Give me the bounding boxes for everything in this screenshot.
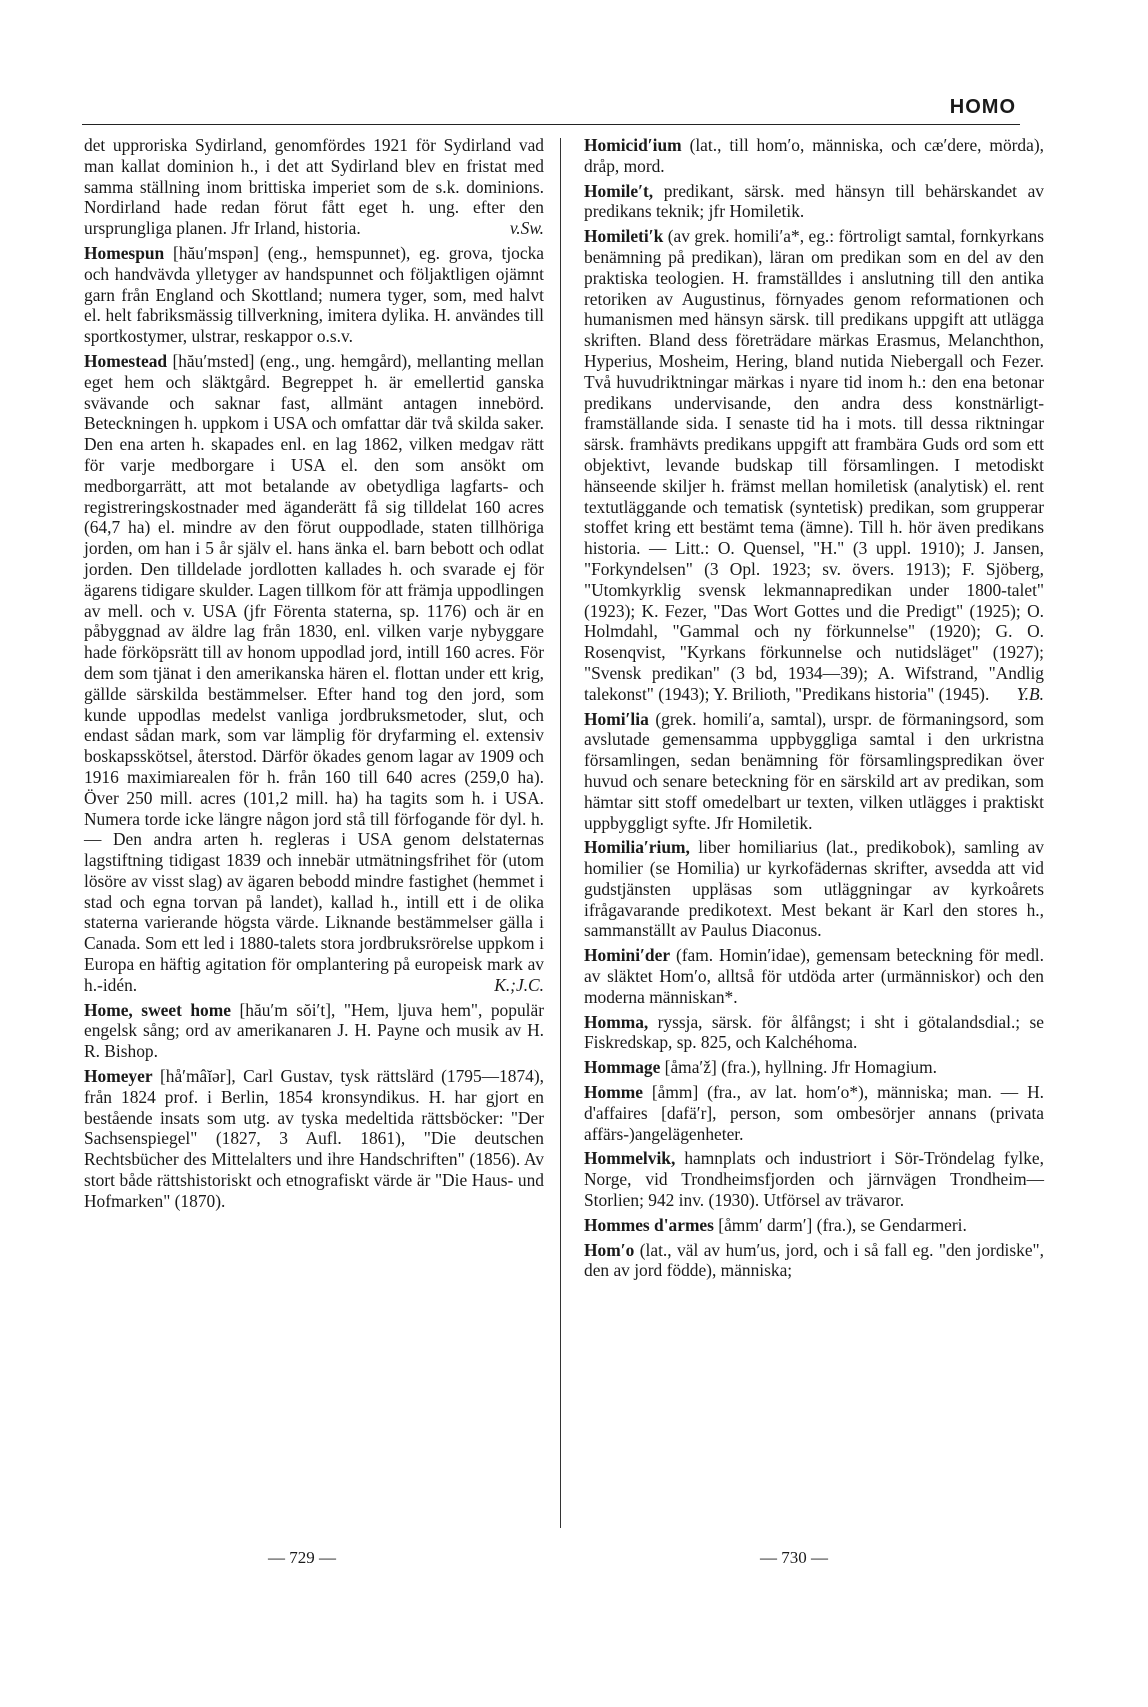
running-head: HOMO — [949, 96, 1016, 118]
entry-headword: Homestead — [84, 350, 168, 371]
entry-text: [åmm] (fra., av lat. hom′o*), människa; man. — H. d'affaires [dafä′r], person, som ombesörjer annans (privata affärs-)angelägenheter. — [584, 1082, 1044, 1144]
entry-text: (av grek. homili′a*, eg.: förtroligt samtal, fornkyrkans benämning på predikan), läran om predikan som en del av den praktiska teologien. H. framställdes i anslutning till den antika retoriken av Augustinus, förnyades genom reformationen och humanismen med hänsyn särsk. till predikans uppgift att utlägga skriften. Bland dess företrädare märkas Erasmus, Melanchthon, Hyperius, Mosheim, Hering, bland nutida Niebergall och Fezer. Två huvudriktningar märkas i nyare tid inom h.: den ena betonar predikans undervisande, den andra dess konstnärligt-framställande sida. I senaste tid ha i mots. till dessa riktningar särsk. framhävts predikans uppgift att frambära Guds ord som ett objektivt, levande budskap till församlingen. I metodiskt hänseende skiljer h. främst mellan homiletisk (analytisk) el. rent textutläggande och tematisk (syntetisk) predikan, som grupperar stoffet kring ett bestämt tema (ämne). Till h. hör även predikans historia. — Litt.: O. Quensel, "H." (3 uppl. 1910); J. Jansen, "Forkyndelsen" (3 Opl. 1923; sv. övers. 1913); F. Sjöberg, "Utomkyrklig svensk lekmannapredikan under 1800-talet" (1923); K. Fezer, "Das Wort Gottes und die Predigt" (1925); O. Holmdahl, "Gammal och ny förkunnelse" (1920); G. O. Rosenqvist, "Kyrkans förkunnelse och nutidsläget" (1927); "Svensk predikan" (3 bd, 1934—39); A. Wifstrand, "Andlig talekonst" (1943); Y. Brilioth, "Predikans historia" (1945). — [584, 226, 1044, 704]
right-column — [584, 135, 1044, 1285]
entry-text: predikant, särsk. med hänsyn till behärskandet av predikans teknik; jfr Homiletik. — [584, 180, 1044, 222]
dictionary-entry — [584, 226, 1044, 704]
entry-headword: Homicid′ium — [584, 135, 682, 155]
entry-text: ryssja, särsk. för ålfångst; i sht i götalandsdial.; se Fiskredskap, sp. 825, och Kalchéhoma. — [584, 1011, 1044, 1053]
entry-text: [åma′ž] (fra.), hyllning. Jfr Homagium. — [664, 1057, 937, 1078]
entry-headword: Home, sweet home — [84, 999, 231, 1020]
entry-headword: Hommelvik, — [584, 1148, 676, 1169]
dictionary-entry — [584, 1240, 1044, 1282]
entry-headword: Hom′o — [584, 1239, 635, 1260]
entry-text: (fam. Homin′idae), gemensam beteckning för medl. av släktet Hom′o, alltså för utdöda arter (urmänniskor) och den moderna människan*. — [584, 945, 1044, 1007]
entry-text: liber homiliarius (lat., predikobok), samling av homilier (se Homilia) ur kyrkofädernas skrifter, avsedda att vid gudstjänsten uppläsas som utläggningar av kyrkoårets ifrågavarande predikotext. Mest bekant är Karl den stores h., sammanställt av Paulus Diaconus. — [584, 837, 1044, 941]
dictionary-entry — [584, 135, 1044, 177]
entry-headword: Homini′der — [584, 945, 671, 966]
entry-headword: Homma, — [584, 1011, 649, 1032]
entry-text: [åmm′ darm′] (fra.), se Gendarmeri. — [718, 1214, 967, 1235]
dictionary-entry — [84, 1000, 544, 1062]
entry-text: [hå′mâĭər], Carl Gustav, tysk rättslärd (1795—1874), från 1824 prof. i Berlin, 1854 kronsyndikus. H. har gjort en bestående insats som utg. av tyska medeltida rättsböcker: "Der Sachsenspiegel" (1827, 3 Aufl. 1861), "Die deutschen Rechtsbücher des Mittelalters und ihre Handschriften" (1856). Av stort både rättshistoriskt och etnografiskt värde är "Die Haus- und Hofmarken" (1870). — [84, 1066, 544, 1211]
entry-headword: Homespun — [84, 242, 165, 263]
entry-headword: Hommes d'armes — [584, 1214, 714, 1235]
dictionary-entry — [584, 1012, 1044, 1054]
continuation-paragraph — [84, 135, 544, 239]
dictionary-entry — [584, 1082, 1044, 1144]
entry-headword: Homilia′rium, — [584, 837, 690, 858]
dictionary-entry — [584, 181, 1044, 223]
author-signature: Y.B. — [1016, 683, 1044, 704]
entry-text: det upproriska Sydirland, genomfördes 1921 för Sydirland vad man kallat dominion h., i det att Sydirland blev en fristat med samma ställning inom brittiska imperiet som de s.k. dominions. Nordirland hade redan förut fått eget h. ung. efter den ursprungliga planen. Jfr Irland, historia. — [84, 135, 544, 239]
entry-headword: Homeyer — [84, 1066, 153, 1087]
entry-text: (grek. homili′a, samtal), urspr. de förmaningsord, som avslutade gemensamma uppbyggliga samtal i den urkristna församlingen, sedan benämning för församlingspredikan över huvud och senare beteckning för en särskild art av predikan, som hämtar sitt stoff omedelbart ur texten, vilken utlägges i praktiskt uppbyggligt syfte. Jfr Homiletik. — [584, 708, 1044, 833]
column-divider — [560, 138, 561, 1528]
entry-text: hamnplats och industriort i Sör-Tröndelag fylke, Norge, vid Trondheimsfjorden och järnvägen Trondheim—Storlien; 942 inv. (1930). Utförsel av trävaror. — [584, 1148, 1044, 1211]
entry-headword: Homi′lia — [584, 708, 649, 729]
dictionary-entry — [584, 1215, 1044, 1236]
page-number-left: — 729 — — [268, 1548, 336, 1567]
dictionary-entry — [84, 351, 544, 996]
entry-headword: Homme — [584, 1082, 643, 1103]
entry-text: (lat., väl av hum′us, jord, och i så fall eg. "den jordiske", den av jord födde), människa; — [584, 1239, 1044, 1281]
entry-headword: Homileti′k — [584, 226, 664, 247]
dictionary-entry — [84, 1066, 544, 1212]
author-signature: K.;J.C. — [494, 974, 544, 995]
dictionary-entry — [584, 709, 1044, 834]
dictionary-entry — [584, 1148, 1044, 1210]
entry-headword: Homile′t, — [584, 180, 654, 201]
entry-headword: Hommage — [584, 1057, 661, 1078]
dictionary-entry — [584, 1057, 1044, 1078]
dictionary-entry — [584, 945, 1044, 1007]
dictionary-entry — [84, 243, 544, 347]
dictionary-entry — [584, 837, 1044, 941]
page-number-right: — 730 — — [760, 1548, 828, 1567]
header-rule — [82, 124, 1020, 125]
entry-text: [hău′msted] (eng., ung. hemgård), mellanting mellan eget hem och släktgård. Begreppet h. är emellertid ganska svävande och saknar fast, allmänt antagen innebörd. Beteckningen h. uppkom i USA och omfattar där två skilda saker. Den ena arten h. skapades enl. en lag 1862, vilken medgav rätt för varje medborgare i USA el. den som ansökt om medborgarrätt, att mot betalande av obetydliga lagfarts- och registreringskostnader med äganderätt få sig tilldelat 160 acres (64,7 ha) el. mindre av den förut ouppodlade, staten tillhöriga jorden, om han i 5 år själv el. hans änka el. barn bebott och odlat jorden. Den tilldelade jordlotten kallades h. och svarade ej för ägarens tidigare skulder. Lagen tillkom för att främja uppodlingen av mell. och v. USA (jfr Förenta staterna, sp. 1176) och är en påbyggnad av äldre lag från 1830, enl. vilken varje nybyggare hade förköpsrätt till av honom uppodlad jord, intill 160 acres. För dem som tjänat i den amerikanska hären el. flottan under ett krig, gällde särskilda bestämmelser. Efter hand tog den jord, som kunde uppodlas medelst vanliga jordbruksmetoder, slut, och endast sådan mark, som var lämplig för dryfarming el. extensiv boskapsskötsel, återstod. Därför ökades genom lagar av 1909 och 1916 maximiarealen för h. från 160 till 640 acres (259,0 ha). Över 250 mill. acres (101,2 mill. ha) ha tagits som h. i USA. Numera torde icke längre någon jord stå till förfogande för dyl. h. — Den andra arten h. regleras i USA genom delstaternas lagstiftning tidigast 1839 och innebär utmätningsfrihet för (utom lösöre av visst slag) av ägaren bebodd mindre fastighet (hemmet i stad och egna torvan på landet), kallad h., intill ett i de olika staterna varierande högsta värde. Liknande bestämmelser gälla i Canada. Som ett led i 1880-talets stora jordbruksrörelse uppkom i Europa en häftig agitation för omplantering på europeisk mark av h.-idén. — [84, 350, 544, 995]
entry-text: [hău′m sŏi′t], "Hem, ljuva hem", populär engelsk sång; ord av amerikanaren J. H. Payne och musik av H. R. Bishop. — [84, 999, 544, 1062]
left-column — [84, 135, 544, 1216]
entry-text: [hău′mspən] (eng., hemspunnet), eg. grova, tjocka och handvävda ylletyger av handspunnet och följaktligen ojämnt garn från England och Skottland; numera tyger, som, med halvt el. helt fabriksmässig tillverkning, imitera dylika. H. användes till sportkostymer, ulstrar, reskappor o.s.v. — [84, 242, 544, 347]
entry-text: (lat., till hom′o, människa, och cæ′dere, mörda), dråp, mord. — [584, 135, 1044, 176]
author-signature: v.Sw. — [509, 218, 544, 239]
